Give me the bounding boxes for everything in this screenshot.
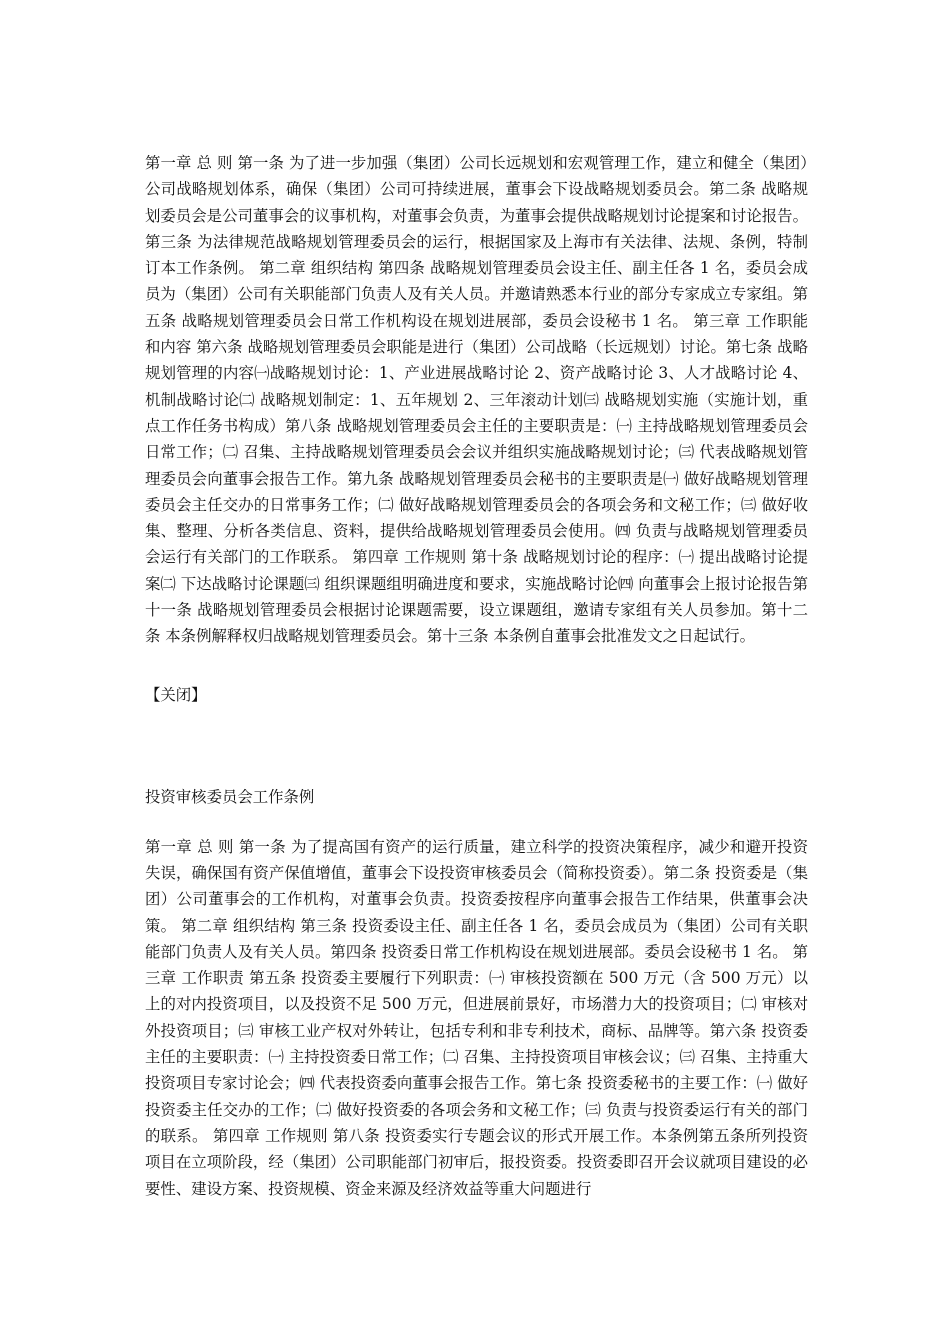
strategy-committee-regulations-text: 第一章 总 则 第一条 为了进一步加强（集团）公司长远规划和宏观管理工作，建立和健全（集团）公司战略规划体系，确保（集团）公司可持续进展，董事会下设战略规划委员会。第二条 战略规划委员会是公司董事会的议事机构，对董事会负责，为董事会提供战略规划讨论提案和讨论报告。第三条 为法律规范战略规划管理委员会的运行，根据国家及上海市有关法律、法规、条例，特制订本工作条例。 第二章 组织结构 第四条 战略规划管理委员会设主任、副主任各 1 名，委员会成员为（集团）公司有关职能部门负责人及有关人员。并邀请熟悉本行业的部分专家成立专家组。第五条 战略规划管理委员会日常工作机构设在规划进展部，委员会设秘书 1 名。 第三章 工作职能和内容 第六条 战略规划管理委员会职能是进行（集团）公司战略（长远规划）讨论。第七条 战略规划管理的内容㈠战略规划讨论：1、产业进展战略讨论 2、资产战略讨论 3、人才战略讨论 4、机制战略讨论㈡ 战略规划制定：1、五年规划 2、三年滚动计划㈢ 战略规划实施（实施计划，重点工作任务书构成）第八条 战略规划管理委员会主任的主要职责是：㈠ 主持战略规划管理委员会日常工作；㈡ 召集、主持战略规划管理委员会会议并组织实施战略规划讨论；㈢ 代表战略规划管理委员会向董事会报告工作。第九条 战略规划管理委员会秘书的主要职责是㈠ 做好战略规划管理委员会主任交办的日常事务工作；㈡ 做好战略规划管理委员会的各项会务和文秘工作；㈢ 做好收集、整理、分析各类信息、资料，提供给战略规划管理委员会使用。㈣ 负责与战略规划管理委员会运行有关部门的工作联系。 第四章 工作规则 第十条 战略规划讨论的程序：㈠ 提出战略讨论提案㈡ 下达战略讨论课题㈢ 组织课题组明确进度和要求，实施战略讨论㈣ 向董事会上报讨论报告第十一条 战略规划管理委员会根据讨论课题需要，设立课题组，邀请专家组有关人员参加。第十二条 本条例解释权归战略规划管理委员会。第十三条 本条例自董事会批准发文之日起试行。 [145, 154, 808, 646]
investment-committee-title: 投资审核委员会工作条例 [145, 787, 315, 806]
close-link[interactable]: 【关闭】 [145, 685, 207, 704]
investment-committee-regulations-text: 第一章 总 则 第一条 为了提高国有资产的运行质量，建立科学的投资决策程序，减少和避开投资失误，确保国有资产保值增值，董事会下设投资审核委员会（简称投资委）。第二条 投资委是（集团）公司董事会的工作机构，对董事会负责。投资委按程序向董事会报告工作结果，供董事会决策。 第二章 组织结构 第三条 投资委设主任、副主任各 1 名，委员会成员为（集团）公司有关职能部门负责人及有关人员。第四条 投资委日常工作机构设在规划进展部。委员会设秘书 1 名。 第三章 工作职责 第五条 投资委主要履行下列职责：㈠ 审核投资额在 500 万元（含 500 万元）以上的对内投资项目，以及投资不足 500 万元，但进展前景好，市场潜力大的投资项目；㈡ 审核对外投资项目；㈢ 审核工业产权对外转让，包括专利和非专利技术，商标、品牌等。第六条 投资委主任的主要职责：㈠ 主持投资委日常工作；㈡ 召集、主持投资项目审核会议；㈢ 召集、主持重大投资项目专家讨论会；㈣ 代表投资委向董事会报告工作。第七条 投资委秘书的主要工作：㈠ 做好投资委主任交办的工作；㈡ 做好投资委的各项会务和文秘工作；㈢ 负责与投资委运行有关的部门的联系。 第四章 工作规则 第八条 投资委实行专题会议的形式开展工作。本条例第五条所列投资项目在立项阶段，经（集团）公司职能部门初审后，报投资委。投资委即召开会议就项目建设的必要性、建设方案、投资规模、资金来源及经济效益等重大问题进行 [145, 837, 808, 1198]
document-page [145, 150, 808, 1202]
